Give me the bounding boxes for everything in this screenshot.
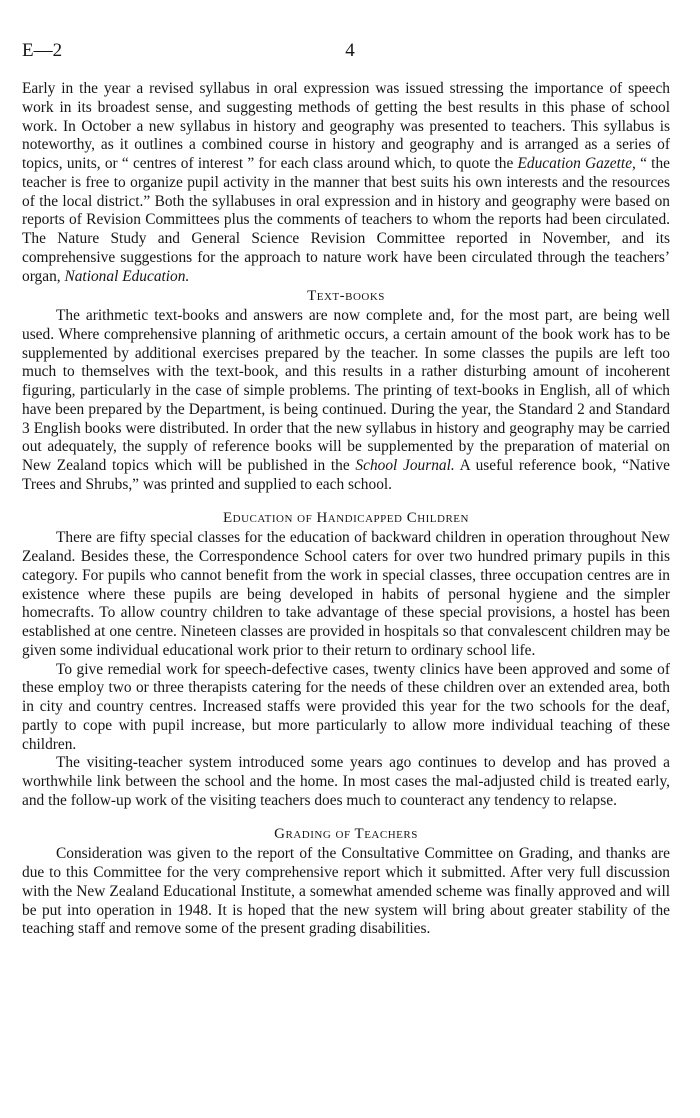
handicapped-paragraph-1: There are fifty special classes for the education of backward children in operation throughout New Zealand. Besides these, the Correspondence School caters for over two hundred primary pupils in this category. For pupils who cannot benefit from the work in special classes, three occupation centres are in existence where these pupils are being developed in habits of personal hygiene and the simpler homecrafts. To allow country children to take advantage of these special provisions, a hostel has been established at one centre. Nineteen classes are provided in hospitals so that convalescent children may be given some individual educational work prior to their return to ordinary school life. bbox=[22, 529, 670, 659]
section-heading-grading: Grading of Teachers bbox=[274, 825, 418, 842]
grading-paragraph: Consideration was given to the report of the Consultative Committee on Grading, and thanks are due to this Committee for the very comprehensive report which it submitted. After very full discussion with the New Zealand Educational Institute, a somewhat amended scheme was finally approved and will be put into operation in 1948. It is hoped that the new system will bring about greater stability of the teaching staff and remove some of the present grading disabilities. bbox=[22, 845, 670, 938]
intro-text: Early in the year a revised syllabus in oral expression was issued stressing the importance of speech work in its broadest sense, and suggesting methods of getting the best results in this phase of school work. In October a new syllabus in history and geography was presented to teachers. This syllabus is noteworthy, as it outlines a combined course in history and geography and is arranged as a series of topics, units, or “ centres of interest ” for each class around which, to quote the bbox=[22, 80, 670, 172]
section-heading-textbooks: Text-books bbox=[307, 288, 385, 305]
handicapped-paragraph-2: To give remedial work for speech-defective cases, twenty clinics have been approved and some of these employ two or three therapists catering for the needs of these children over an extended area, both in city and country centres. Increased staffs were provided this year for the two schools for the deaf, partly to cope with pupil increase, but more particularly to allow more individual teaching of these children. bbox=[22, 660, 670, 753]
journal-title: School Journal. bbox=[355, 457, 455, 474]
page-header bbox=[22, 40, 678, 64]
organ-title: National Education. bbox=[64, 267, 190, 285]
document-code: E—2 bbox=[22, 40, 63, 61]
page-number: 4 bbox=[345, 40, 355, 61]
textbooks-text-cont: A useful reference book, “Native Trees and Shrubs,” was printed and supplied to each school. bbox=[22, 457, 671, 493]
intro-text-cont: “ the teacher is free to organize pupil activity in the manner that best suits his own interests and the resources of the local district.” Both the syllabuses in oral expression and in history and geography were based on reports of Revision Committees plus the comments of teachers to whom the reports had been circulated. The Nature Study and General Science Revision Committee reported in November, and its comprehensive suggestions for the approach to nature work have been circulated through the teachers’ organ, bbox=[22, 155, 670, 285]
textbooks-paragraph bbox=[22, 307, 670, 495]
gazette-title: Education Gazette, bbox=[517, 155, 636, 172]
textbooks-text: The arithmetic text-books and answers are now complete and, for the most part, are being well used. Where comprehensive planning of arithmetic occurs, a certain amount of the book work has to be supplemented by additional exercises prepared by the teacher. In some classes the pupils are left too much to themselves with the text-book, and this results in a rather disturbing amount of incoherent figuring, particularly in the case of simple problems. The printing of text-books in English, all of which have been prepared by the Department, is being continued. During the year, the Standard 2 and Standard 3 English books were distributed. In order that the new syllabus in history and geography may be carried out adequately, the supply of reference books will be supplemented by the preparation of material on New Zealand topics which will be published in the bbox=[22, 307, 670, 474]
page-body bbox=[22, 80, 670, 939]
intro-paragraph bbox=[22, 80, 670, 286]
handicapped-paragraph-3: The visiting-teacher system introduced some years ago continues to develop and has proved a worthwhile link between the school and the home. In most cases the mal-adjusted child is treated early, and the follow-up work of the visiting teachers does much to counteract any tendency to relapse. bbox=[22, 754, 670, 809]
section-heading-handicapped: Education of Handicapped Children bbox=[223, 509, 469, 526]
